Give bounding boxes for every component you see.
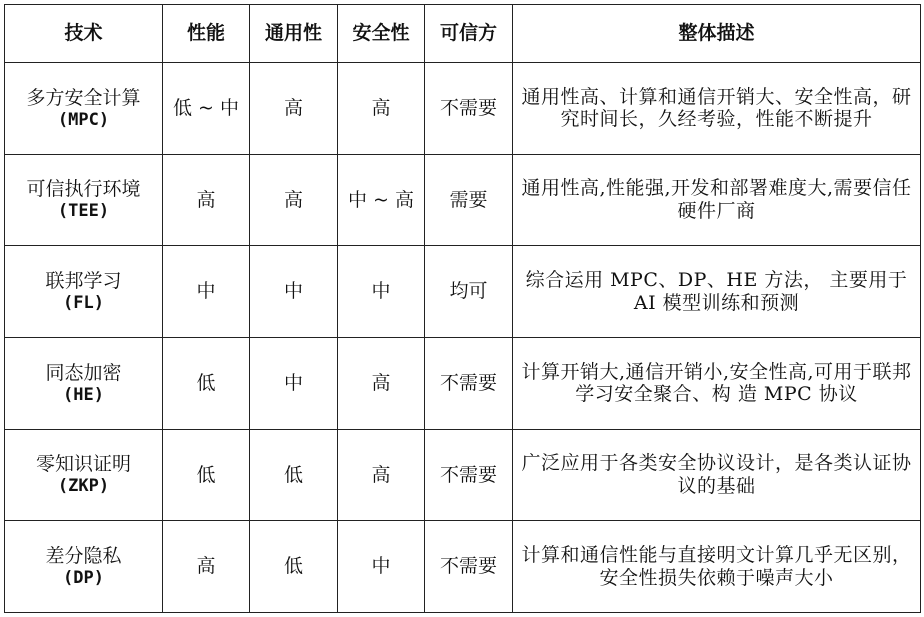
tech-name: 可信执行环境 bbox=[26, 178, 141, 201]
security-cell: 高 bbox=[338, 429, 425, 521]
security-cell: 中 ~ 高 bbox=[338, 154, 425, 246]
tech-abbr: (HE) bbox=[63, 384, 104, 405]
description-cell: 综合运用 MPC、DP、HE 方法， 主要用于 AI 模型训练和预测 bbox=[513, 246, 921, 338]
table-row bbox=[5, 429, 921, 521]
header-description: 整体描述 bbox=[513, 5, 921, 63]
performance-cell: 高 bbox=[163, 521, 250, 613]
generality-cell: 中 bbox=[250, 337, 338, 429]
trusted-party-cell: 不需要 bbox=[425, 63, 513, 155]
performance-cell: 高 bbox=[163, 154, 250, 246]
tech-name: 联邦学习 bbox=[45, 270, 122, 293]
description-cell: 通用性高、计算和通信开销大、安全性高，研究时间长，久经考验，性能不断提升 bbox=[513, 63, 921, 155]
tech-abbr: (TEE) bbox=[57, 201, 110, 222]
description-cell: 通用性高,性能强,开发和部署难度大,需要信任硬件厂商 bbox=[513, 154, 921, 246]
table-row bbox=[5, 63, 921, 155]
security-cell: 中 bbox=[338, 521, 425, 613]
tech-name: 同态加密 bbox=[45, 361, 122, 384]
description-cell: 广泛应用于各类安全协议设计，是各类认证协议的基础 bbox=[513, 429, 921, 521]
table-row bbox=[5, 154, 921, 246]
performance-cell: 中 bbox=[163, 246, 250, 338]
tech-name-cell bbox=[5, 63, 163, 155]
tech-name-cell bbox=[5, 521, 163, 613]
table-row bbox=[5, 246, 921, 338]
performance-cell: 低 bbox=[163, 429, 250, 521]
header-generality: 通用性 bbox=[250, 5, 338, 63]
generality-cell: 低 bbox=[250, 521, 338, 613]
performance-cell: 低 bbox=[163, 337, 250, 429]
trusted-party-cell: 不需要 bbox=[425, 429, 513, 521]
tech-name: 差分隐私 bbox=[45, 545, 122, 568]
trusted-party-cell: 不需要 bbox=[425, 337, 513, 429]
performance-cell: 低 ~ 中 bbox=[163, 63, 250, 155]
table-row bbox=[5, 337, 921, 429]
trusted-party-cell: 需要 bbox=[425, 154, 513, 246]
table-row bbox=[5, 521, 921, 613]
trusted-party-cell: 不需要 bbox=[425, 521, 513, 613]
description-cell: 计算和通信性能与直接明文计算几乎无区别，安全性损失依赖于噪声大小 bbox=[513, 521, 921, 613]
tech-name-cell bbox=[5, 337, 163, 429]
tech-abbr: (DP) bbox=[63, 567, 104, 588]
header-performance: 性能 bbox=[163, 5, 250, 63]
header-row bbox=[5, 5, 921, 63]
description-cell: 计算开销大,通信开销小,安全性高,可用于联邦学习安全聚合、构 造 MPC 协议 bbox=[513, 337, 921, 429]
generality-cell: 高 bbox=[250, 154, 338, 246]
header-trusted-party: 可信方 bbox=[425, 5, 513, 63]
security-cell: 高 bbox=[338, 63, 425, 155]
security-cell: 高 bbox=[338, 337, 425, 429]
generality-cell: 高 bbox=[250, 63, 338, 155]
tech-name: 多方安全计算 bbox=[26, 86, 141, 109]
tech-name-cell bbox=[5, 429, 163, 521]
tech-abbr: (MPC) bbox=[57, 109, 110, 130]
tech-abbr: (ZKP) bbox=[57, 476, 110, 497]
security-cell: 中 bbox=[338, 246, 425, 338]
trusted-party-cell: 均可 bbox=[425, 246, 513, 338]
tech-name-cell bbox=[5, 154, 163, 246]
generality-cell: 中 bbox=[250, 246, 338, 338]
tech-name-cell bbox=[5, 246, 163, 338]
tech-name: 零知识证明 bbox=[35, 453, 131, 476]
tech-abbr: (FL) bbox=[63, 292, 104, 313]
generality-cell: 低 bbox=[250, 429, 338, 521]
header-tech: 技术 bbox=[5, 5, 163, 63]
header-security: 安全性 bbox=[338, 5, 425, 63]
privacy-tech-comparison-table bbox=[4, 4, 921, 613]
